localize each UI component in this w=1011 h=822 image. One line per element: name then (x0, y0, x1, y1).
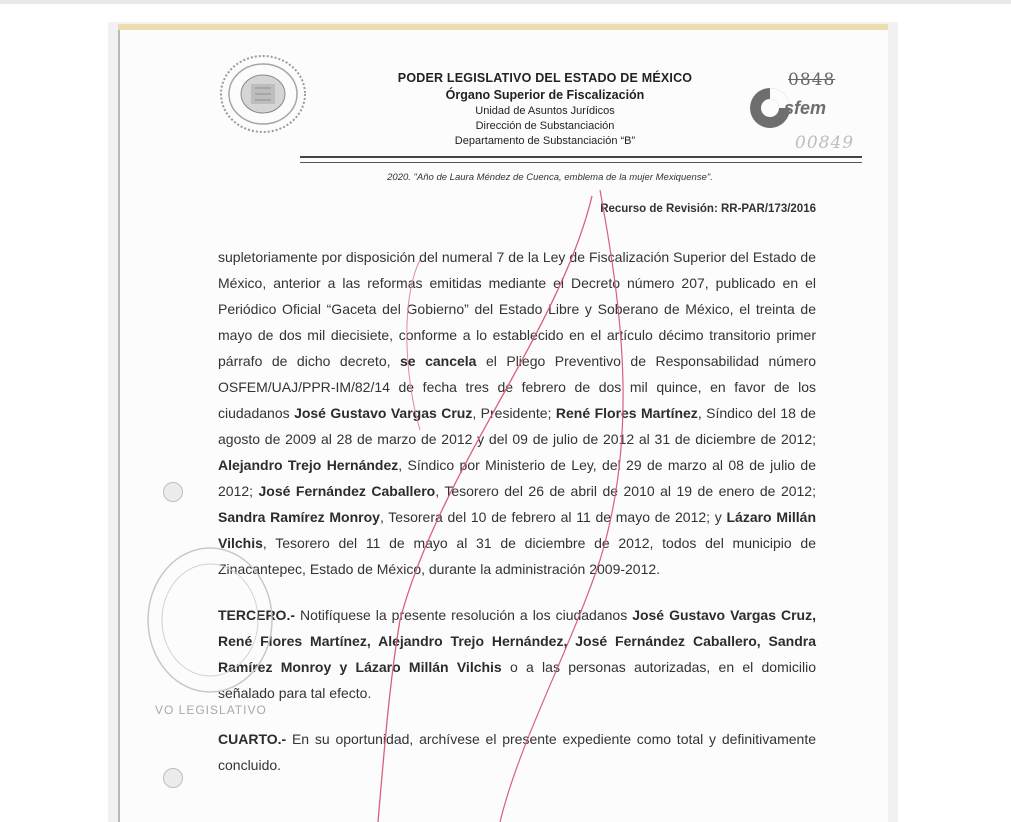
paragraph-resolution (218, 244, 816, 582)
document-header (370, 70, 720, 149)
body-text: o a las personas autorizadas, en el domicilio señalado para tal efecto. (218, 659, 816, 701)
body-text: , Síndico por Ministerio de Ley, del 29 de marzo al 08 de julio de 2012; (218, 457, 816, 499)
body-text: En su oportunidad, archívese el presente expediente como total y definitivamente concluido. (218, 731, 816, 773)
header-line-4: Dirección de Substanciación (475, 120, 615, 132)
bold-text: Lázaro Millán Vilchis (218, 509, 817, 551)
bold-text: José Gustavo Vargas Cruz (294, 405, 473, 421)
header-divider (300, 156, 862, 163)
body-text: supletoriamente por disposición del numeral 7 de la Ley de Fiscalización Superior del Estado de México, anterior a las reformas emitidas mediante el Decreto número 207, publicado en el Periódico Oficial “Gaceta del Gobierno” del Estado Libre y Soberano de México, el treinta de mayo de dos mil diecisiete, conforme a lo establecido en el artículo décimo transitorio primer párrafo de dicho decreto, (218, 249, 816, 369)
viewer-top-bar (0, 0, 1011, 4)
body-text: el Pliego Preventivo de Responsabilidad número OSFEM/UAJ/PPR-IM/82/14 de fecha tres de febrero de dos mil quince, en favor de los ciudadanos (218, 353, 816, 421)
header-line-5: Departamento de Substanciación “B” (454, 135, 636, 147)
body-text: Notifíquese la presente resolución a los ciudadanos (295, 607, 633, 623)
body-text: , Tesorera del 10 de febrero al 11 de mayo de 2012; y (379, 509, 727, 525)
bold-text: José Gustavo Vargas Cruz, René Flores Martínez, Alejandro Trejo Hernández, José Fernández Caballero, Sandra Ramírez Monroy y Lázaro Millán Vilchis (218, 607, 816, 675)
body-text: , Tesorero del 26 de abril de 2010 al 19 de enero de 2012; (435, 483, 816, 499)
bold-text: CUARTO.- (218, 731, 287, 747)
bold-text: José Fernández Caballero (258, 483, 436, 499)
header-line-3: Unidad de Asuntos Jurídicos (475, 105, 615, 117)
bold-text: René Flores Martínez (555, 405, 698, 421)
header-line-2: Órgano Superior de Fiscalización (445, 88, 645, 102)
year-motto: 2020. "Año de Laura Méndez de Cuenca, emblema de la mujer Mexiquense". (387, 172, 713, 183)
page-left-edge (118, 30, 120, 822)
faint-stamp-text: VO LEGISLATIVO (155, 703, 267, 717)
case-number: Recurso de Revisión: RR-PAR/173/2016 (600, 203, 816, 215)
bold-text: Sandra Ramírez Monroy (218, 509, 380, 525)
stamp-number-faint: 00849 (795, 133, 855, 153)
body-text: , Síndico del 18 de agosto de 2009 al 28 de marzo de 2012 y del 09 de julio de 2012 al 31 de diciembre de 2012; (218, 405, 816, 447)
punch-hole (163, 482, 183, 502)
stamp-number: 0848 (788, 70, 836, 90)
state-seal-icon (219, 54, 307, 134)
paragraph-cuarto (218, 726, 816, 778)
bold-text: se cancela (400, 353, 477, 369)
body-text: , Tesorero del 11 de mayo al 31 de diciembre de 2012, todos del municipio de Zinacantepec, Estado de México, durante la administración 2009-2012. (218, 535, 816, 577)
bold-text: Alejandro Trejo Hernández (218, 457, 399, 473)
logo-text: sfem (784, 98, 827, 118)
body-text: , Presidente; (472, 405, 556, 421)
header-line-1: PODER LEGISLATIVO DEL ESTADO DE MÉXICO (397, 71, 693, 85)
paragraph-tercero (218, 602, 816, 706)
bold-text: TERCERO.- (218, 607, 295, 623)
punch-hole (163, 768, 183, 788)
document-body (218, 244, 816, 778)
